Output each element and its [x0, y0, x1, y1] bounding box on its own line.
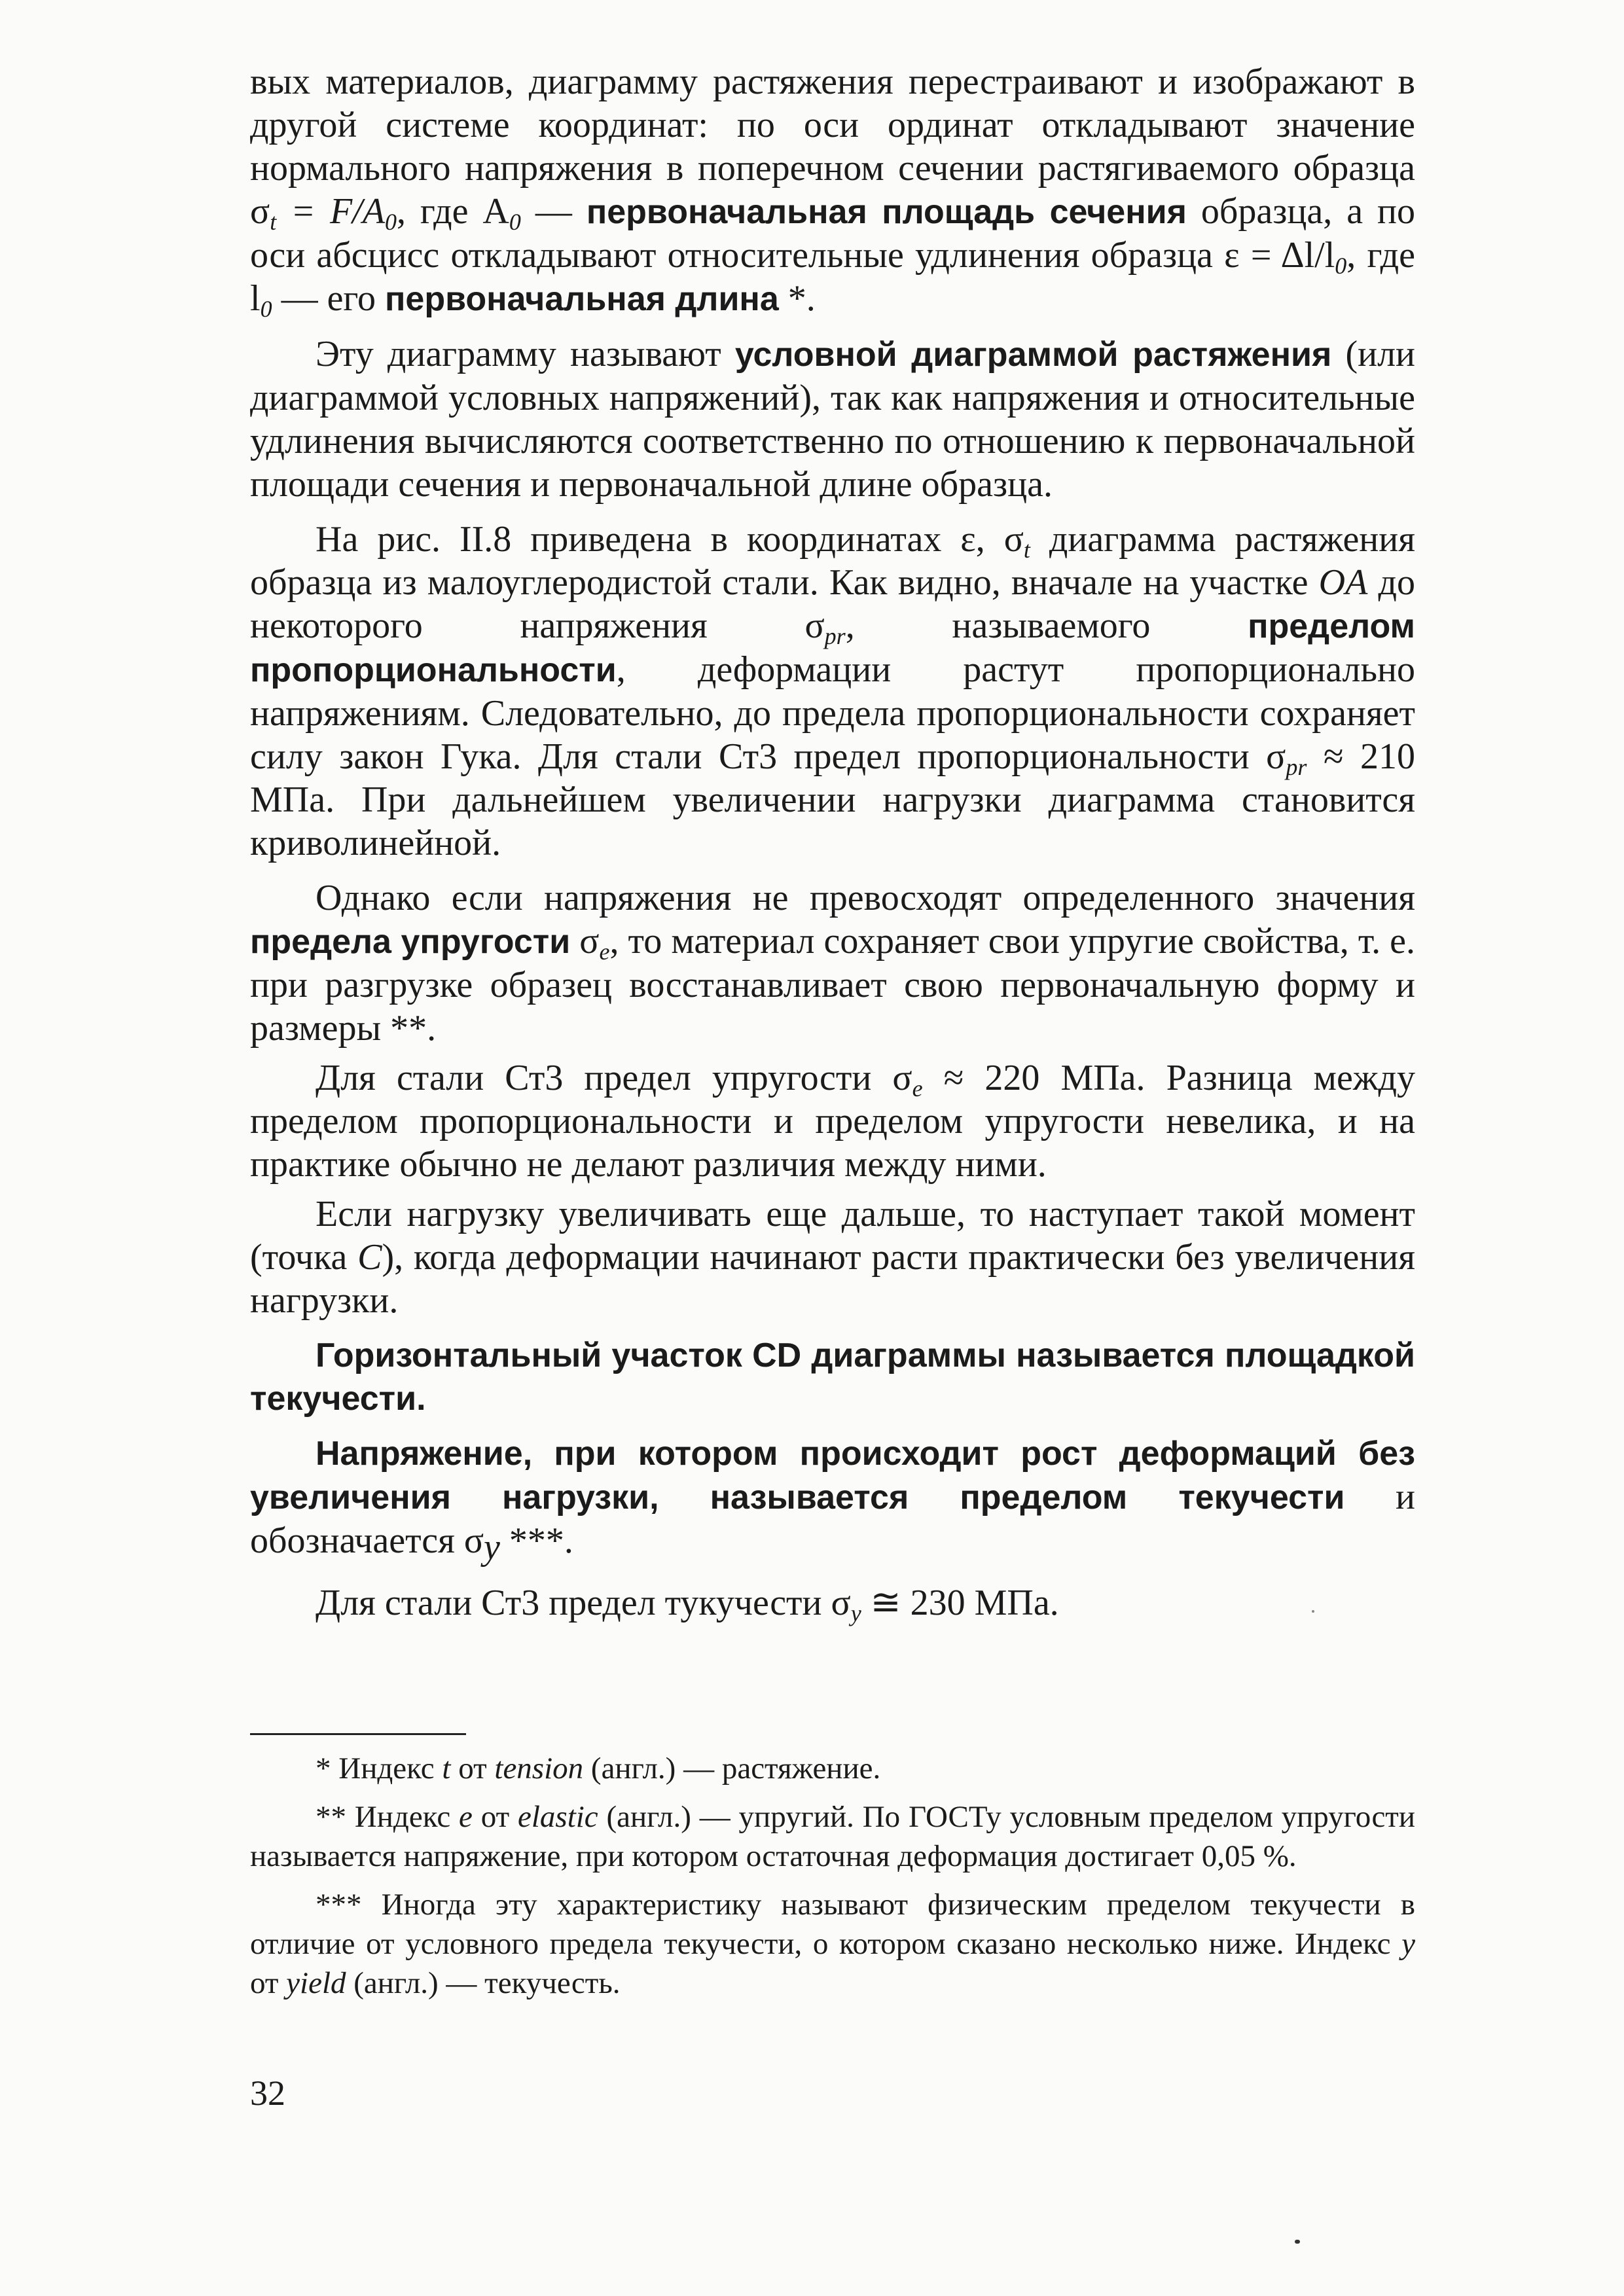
definition-yield-plateau: Горизонтальный участок CD диаграммы называется площадкой текучести.	[250, 1336, 1415, 1418]
term-elastic-limit: предела упругости	[250, 923, 571, 961]
footnote-1: * Индекс t от tension (англ.) — растяжение.	[316, 1751, 881, 1785]
paragraph-4: Однако если напряжения не превосходят определенного значения предела упругости $\sigma_e$, то материал сохраняет свои упругие свойства, т. е. при разгрузке образец восстанавливает свою первоначальную форму и размеры **.	[250, 878, 1416, 1049]
paragraph-6: Если нагрузку увеличивать еще дальше, то наступает такой момент (точка C), когда деформации начинают расти практически без увеличения нагрузки.	[250, 1194, 1416, 1321]
page-number: 32	[250, 2073, 285, 2113]
print-speck	[1295, 2240, 1300, 2244]
print-speck	[1312, 1610, 1314, 1613]
term-initial-area: первоначальная площадь сечения	[586, 193, 1187, 231]
term-conditional-diagram: условной диаграммой растяжения	[734, 336, 1332, 374]
footnote-2: ** Индекс e от elastic (англ.) — упругий. По ГОСТу условным пределом упругости называется напряжение, при котором остаточная деформация достигает 0,05 %.	[250, 1800, 1415, 1873]
paragraph-3: На рис. II.8 приведена в координатах ε, $\sigma_t$ диаграмма растяжения образца из малоуглеродистой стали. Как видно, вначале на участке OA до некоторого напряжения $\sigma_{pr}$, называемого пределом пропорциональности, деформации растут пропорционально напряжениям. Следовательно, до предела пропорциональности сохраняет силу закон Гука. Для стали Ст3 предел пропорциональности $\sigma_{pr} \approx 210$ МПа. При дальнейшем увеличении нагрузки диаграмма становится криволинейной.	[250, 519, 1416, 863]
term-initial-length: первоначальная длина	[385, 280, 779, 318]
paragraph-2: Эту диаграмму называют условной диаграммой растяжения (или диаграммой условных напряжений), так как напряжения и относительные удлинения вычисляются соответственно по отношению к первоначальной площади сечения и первоначальной длине образца.	[250, 334, 1415, 505]
paragraph-1: вых материалов, диаграмму растяжения перестраивают и изображают в другой системе координат: по оси ординат откладывают значение нормального напряжения в поперечном сечении растягиваемого образца $\sigma_t = F/A_0$, где $A_0$ — первоначальная площадь сечения образца, а по оси абсцисс откладывают относительные удлинения образца $\varepsilon = \Delta l/l_0$, где $l_0$ — его первоначальная длина *.	[250, 62, 1416, 322]
footnote-divider	[250, 1733, 466, 1735]
term-proportional-limit: пределом пропорциональности	[250, 607, 1416, 689]
footnote-3: *** Иногда эту характеристику называют физическим пределом текучести в отличие от условного предела текучести, о котором сказано несколько ниже. Индекс y от yield (англ.) — текучесть.	[250, 1888, 1415, 2000]
definition-yield-strength: Напряжение, при котором происходит рост деформаций без увеличения нагрузки, называется пределом текучести и обозначается $\sigma_y$ ***.	[250, 1435, 1416, 1568]
main-text	[250, 60, 1415, 1624]
footnotes	[250, 1749, 1415, 2003]
paragraph-9: Для стали Ст3 предел тукучести $\sigma_y$ ≅ 230 МПа.	[316, 1583, 1059, 1626]
paragraph-5: Для стали Ст3 предел упругости $\sigma_e \approx 220$ МПа. Разница между пределом пропорциональности и пределом упругости невелика, и на практике обычно не делают различия между ними.	[250, 1058, 1415, 1185]
